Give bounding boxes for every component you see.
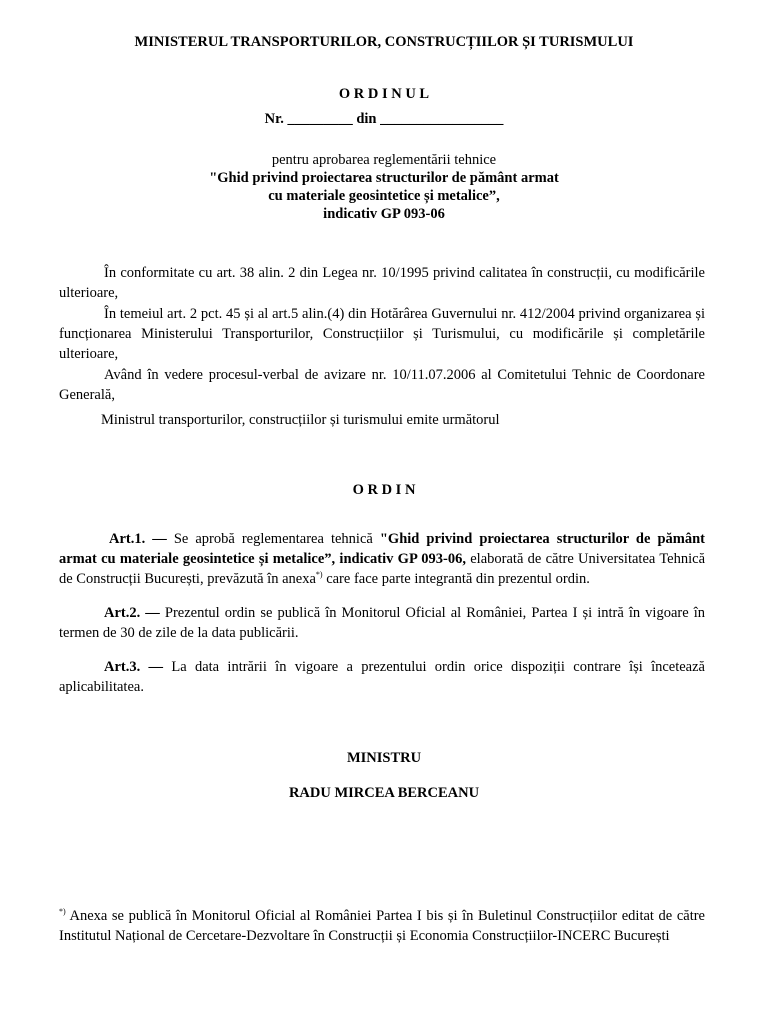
preamble-paragraph-4: Ministrul transporturilor, construcțiilor și turismului emite următorul <box>101 412 500 428</box>
subject-line-3: cu materiale geosintetice și metalice”, <box>268 188 500 204</box>
article-3-label: Art.3. <box>104 659 141 675</box>
preamble-paragraph-2: În temeiul art. 2 pct. 45 și al art.5 alin.(4) din Hotărârea Guvernului nr. 412/2004 privind organizarea și funcționarea Ministerului Transporturilor, Construcțiilor și Turismului, cu modificările și completările ulterioare, <box>59 306 705 362</box>
ministry-header: MINISTERUL TRANSPORTURILOR, CONSTRUCȚIILOR ȘI TURISMULUI <box>134 34 634 50</box>
footnote-reference: *) <box>315 570 323 580</box>
order-heading: O R D I N <box>352 482 416 498</box>
article-3: Art.3. — La data intrării în vigoare a prezentului ordin orice dispoziții contrare își încetează aplicabilitatea. <box>59 659 705 695</box>
number-line: Nr. _________ din _________________ <box>264 111 504 127</box>
article-1: Art.1. — Se aprobă reglementarea tehnică "Ghid privind proiectarea structurilor de pământ armat cu materiale geosintetice și metalice”, indicativ GP 093-06, elaborată de către Universitatea Tehnică de Construcții București, prevăzută în anexa*) care face parte integrantă din prezentul ordin. <box>59 531 706 587</box>
subject-line-1: pentru aprobarea reglementării tehnice <box>271 152 497 168</box>
signature-name: RADU MIRCEA BERCEANU <box>288 785 480 801</box>
footnote-marker: *) <box>59 907 66 917</box>
article-2-label: Art.2. <box>104 605 141 621</box>
signature-title: MINISTRU <box>346 750 422 766</box>
document-type: O R D I N U L <box>338 86 430 102</box>
footnote: *) Anexa se publică în Monitorul Oficial al României Partea I bis și în Buletinul Construcțiilor editat de către Institutul Național de Cercetare-Dezvoltare în Construcții și Economia Construcțiilor-INCERC București <box>59 907 705 944</box>
subject-line-4: indicativ GP 093-06 <box>323 206 445 222</box>
preamble-paragraph-3: Având în vedere procesul-verbal de avizare nr. 10/11.07.2006 al Comitetului Tehnic de Coordonare Generală, <box>59 367 705 403</box>
article-2: Art.2. — Prezentul ordin se publică în Monitorul Oficial al României, Partea I și intră în vigoare în termen de 30 de zile de la data publicării. <box>59 605 705 641</box>
preamble-paragraph-1: În conformitate cu art. 38 alin. 2 din Legea nr. 10/1995 privind calitatea în construcții, cu modificările ulterioare, <box>59 265 705 301</box>
subject-line-2: "Ghid privind proiectarea structurilor de pământ armat <box>209 170 559 186</box>
article-1-label: Art.1. <box>109 531 146 547</box>
